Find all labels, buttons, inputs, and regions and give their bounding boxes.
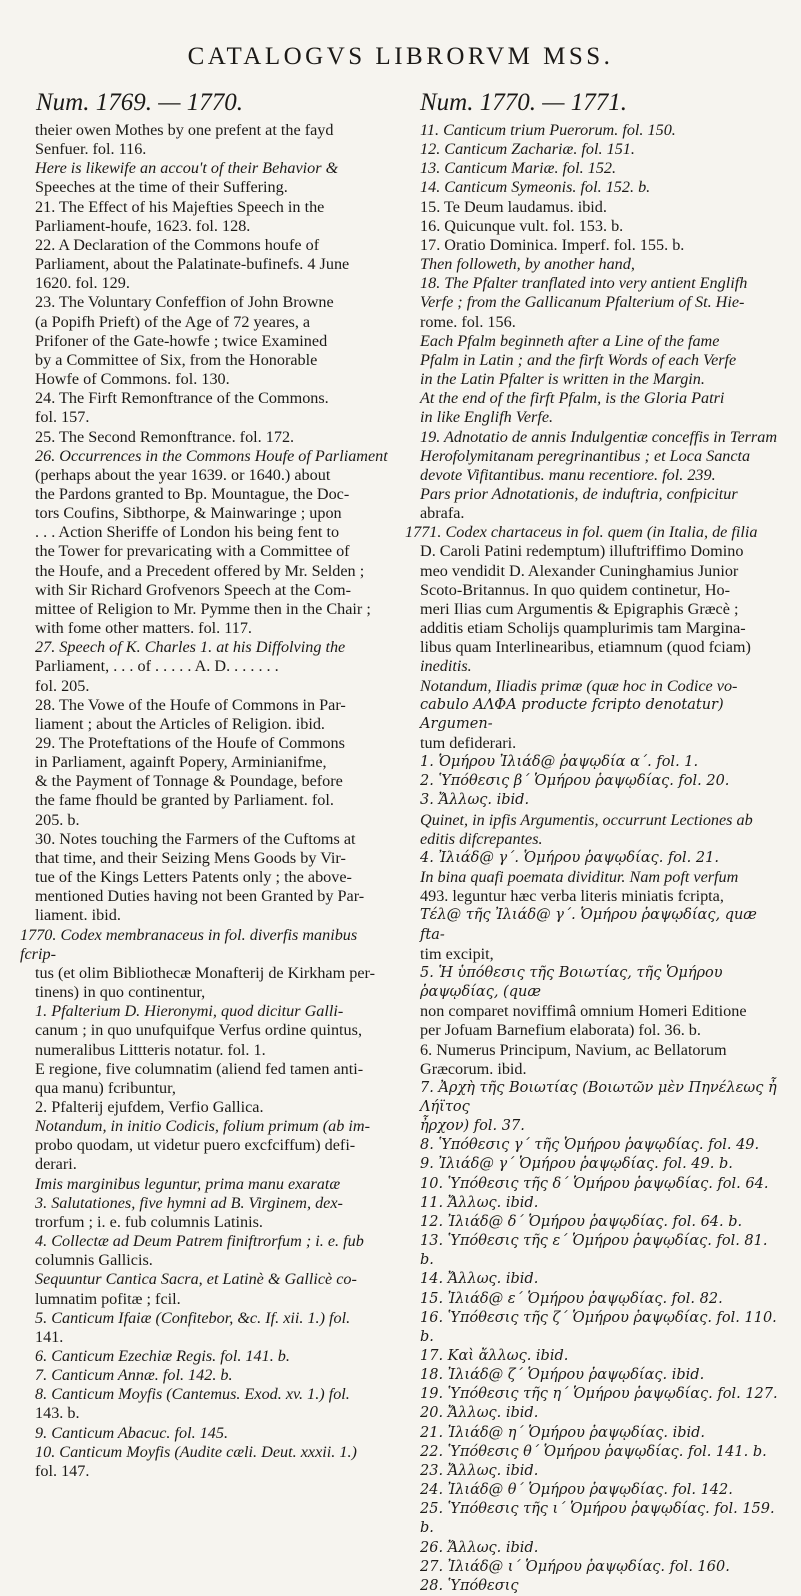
text-line: probo quodam, ut videtur puero excfciffum) defi- — [35, 1136, 356, 1155]
text-line: Prifoner of the Gate-howfe ; twice Examined — [35, 331, 328, 350]
right-column-heading: Num. 1770. — 1771. — [420, 89, 627, 116]
text-line: Notandum, in initio Codicis, folium primum (ab im- — [35, 1117, 370, 1136]
text-line: 10. Canticum Moyfis (Audite cæli. Deut. xxxii. 1.) — [35, 1442, 357, 1461]
text-line: 6. Canticum Ezechiæ Regis. fol. 141. b. — [35, 1347, 290, 1365]
text-line: 1770. Codex membranaceus in fol. diverfis manibus fcrip- — [20, 925, 358, 963]
text-line: with fome other matters. fol. 117. — [35, 619, 252, 638]
text-line: the Tower for prevaricating with a Committee of — [35, 542, 350, 561]
text-line: theier owen Mothes by one prefent at the fayd — [35, 121, 334, 139]
text-line: cabulo ΑΛΦΑ producte fcripto denotatur) Argumen- — [420, 696, 724, 732]
text-line: 9. Canticum Abacuc. fol. 145. — [35, 1423, 229, 1442]
text-line: Imis marginibus leguntur, prima manu exaratæ — [35, 1174, 341, 1193]
text-line: 1620. fol. 129. — [35, 274, 130, 293]
left-column — [20, 88, 388, 1481]
text-line: canum ; in quo unufquifque Verfus ordine quintus, — [35, 1021, 362, 1040]
text-line: 13. Ὑπόθεσις τῆς ε΄ Ὁμήρου ῥαψῳδίας. fol. 81. b. — [420, 1233, 768, 1269]
text-line: Parliament, about the Palatinate-bufinefs. 4 June — [35, 255, 350, 274]
text-line: 13. Canticum Mariæ. fol. 152. — [420, 159, 617, 178]
text-line: 4. Collectæ ad Deum Patrem finiftrorfum ; i. e. fub — [35, 1232, 364, 1251]
text-line: 12. Ἰλιάδ@ δ΄ Ὁμήρου ῥαψῳδίας. fol. 64. b. — [420, 1213, 743, 1230]
text-line: 21. Ἰλιάδ@ η΄ Ὁμήρου ῥαψῳδίας. ibid. — [420, 1424, 706, 1441]
text-line: Græcorum. ibid. — [420, 1059, 527, 1078]
text-line: 7. Ἀρχὴ τῆς Βοιωτίας (Βοιωτῶν μὲν Πηνέλεως ἦ Λήϊτος — [420, 1079, 777, 1115]
text-line: additis etiam Scholijs quamplurimis tam Margina- — [420, 619, 746, 638]
text-line: devote Vifitantibus. manu recentiore. fol. 239. — [420, 465, 716, 484]
text-line: Parliament, . . . of . . . . . A. D. . . . . . . — [35, 657, 279, 676]
text-line: 25. Ὑπόθεσις τῆς ι΄ Ὁμήρου ῥαψῳδίας. fol. 159. b. — [420, 1501, 775, 1537]
text-line: 28. The Vowe of the Houfe of Commons in Par- — [35, 695, 346, 714]
text-line: Scoto-Britannus. In quo quidem continetur, Ho- — [420, 580, 731, 599]
text-line: 6. Numerus Principum, Navium, ac Bellatorum — [420, 1040, 727, 1059]
text-line: 143. b. — [35, 1404, 80, 1423]
text-line: 19. Adnotatio de annis Indulgentiæ conceffis in Terram — [420, 427, 778, 446]
text-line: abrafa. — [420, 504, 465, 523]
text-line: 24. Ἰλιάδ@ θ΄ Ὁμήρου ῥαψῳδίας. fol. 142. — [420, 1482, 733, 1499]
text-line: meo vendidit D. Alexander Cuninghamius Junior — [420, 561, 739, 580]
text-line: 23. The Voluntary Confeffion of John Browne — [35, 293, 334, 312]
text-line: 30. Notes touching the Farmers of the Cuftoms at — [35, 829, 356, 848]
text-line: tinens) in quo continentur, — [35, 983, 206, 1002]
text-line: Τέλ@ τῆς Ἰλιάδ@ γ΄. Ὁμήρου ῥαψῳδίας, quæ fta- — [420, 907, 757, 943]
text-line: 16. Ὑπόθεσις τῆς ζ΄ Ὁμήρου ῥαψῳδίας. fol. 110. b. — [420, 1309, 777, 1345]
text-line: the Houfe, and a Precedent offered by Mr. Selden ; — [35, 561, 365, 580]
text-line: ἦρχον) fol. 37. — [420, 1118, 525, 1135]
text-line: 19. Ὑπόθεσις τῆς η΄ Ὁμήρου ῥαψῳδίας. fol. 127. — [420, 1386, 778, 1403]
text-line: the Pardons granted to Bp. Mountague, the Doc- — [35, 484, 350, 503]
text-line: 14. Ἄλλως. ibid. — [420, 1271, 539, 1288]
text-line: Here is likewife an accou't of their Behavior & — [35, 159, 339, 178]
text-line: 10. Ὑπόθεσις τῆς δ΄ Ὁμήρου ῥαψῳδίας. fol. 64. — [420, 1175, 769, 1192]
text-line: Herofolymitanam peregrinantibus ; et Loca Sancta — [420, 446, 751, 465]
text-line: that time, and their Seizing Mens Goods by Vir- — [35, 848, 346, 867]
text-line: by a Committee of Six, from the Honorable — [35, 350, 318, 369]
text-line: Senfuer. fol. 116. — [35, 140, 147, 159]
text-line: fol. 205. — [35, 676, 90, 695]
text-line: non comparet noviffimâ omnium Homeri Editione — [420, 1002, 747, 1021]
text-line: (a Popifh Prieft) of the Age of 72 yeares, a — [35, 312, 311, 331]
text-line: Then followeth, by another hand, — [420, 255, 635, 274]
text-line: editis difcrepantes. — [420, 829, 543, 848]
text-line: 26. Occurrences in the Commons Houfe of Parliament — [35, 446, 388, 465]
text-line: trorfum ; i. e. fub columnis Latinis. — [35, 1212, 263, 1231]
text-line: lumnatim pofitæ ; fcil. — [35, 1289, 181, 1308]
text-line: 27. Ἰλιάδ@ ι΄ Ὁμήρου ῥαψῳδίας. fol. 160. — [420, 1558, 730, 1575]
text-line: 14. Canticum Symeonis. fol. 152. b. — [420, 178, 651, 197]
text-line: 22. Ὑπόθεσις θ΄ Ὁμήρου ῥαψῳδίας. fol. 141. b. — [420, 1443, 767, 1460]
text-line: fol. 157. — [35, 408, 90, 427]
text-line: tus (et olim Bibliothecæ Monafterij de Kirkham per- — [35, 963, 375, 982]
text-line: 24. The Firft Remonftrance of the Commons. — [35, 389, 329, 408]
text-line: 15. Te Deum laudamus. ibid. — [420, 197, 607, 216]
text-line: D. Caroli Patini redemptum) illuftriffimo Domino — [420, 542, 744, 561]
text-line: 28. Ὑπόθεσις — [420, 1577, 519, 1594]
text-line: 1. Ὁμήρου Ἰλιάδ@ ῥαψῳδία α΄. fol. 1. — [420, 754, 699, 771]
text-line: liament. ibid. — [35, 906, 121, 925]
text-line: columnis Gallicis. — [35, 1251, 153, 1270]
text-line: 27. Speech of K. Charles 1. at his Diffolving the — [35, 638, 346, 657]
text-line: 9. Ἰλιάδ@ γ΄ Ὁμήρου ῥαψῳδίας. fol. 49. b. — [420, 1156, 733, 1173]
text-line: 5. Canticum Ifaiæ (Confitebor, &c. If. xii. 1.) fol. — [35, 1308, 351, 1327]
text-line: 1. Pfalterium D. Hieronymi, quod dicitur Galli- — [35, 1002, 344, 1021]
text-line: . . . Action Sheriffe of London his being fent to — [35, 523, 340, 542]
text-line: E regione, five columnatim (aliend fed tamen anti- — [35, 1059, 364, 1078]
text-line: 17. Oratio Dominica. Imperf. fol. 155. b. — [420, 235, 685, 254]
text-line: ineditis. — [420, 657, 472, 676]
text-line: 23. Ἄλλως. ibid. — [420, 1462, 539, 1479]
text-line: 20. Ἄλλως. ibid. — [420, 1405, 539, 1422]
text-line: in the Latin Pfalter is written in the Margin. — [420, 370, 705, 389]
text-line: tim excipit, — [420, 944, 494, 963]
text-line: Howfe of Commons. fol. 130. — [35, 370, 230, 389]
text-line: 2. Ὑπόθεσις β΄ Ὁμήρου ῥαψῳδίας. fol. 20. — [420, 773, 730, 790]
text-line: 17. Καὶ ἄλλως. ibid. — [420, 1348, 569, 1364]
text-line: the fame fhould be granted by Parliament. fol. — [35, 791, 334, 810]
text-line: 5. Ἡ ὑπόθεσις τῆς Βοιωτίας, τῆς Ὁμήρου ῥαψῳδίας, (quæ — [420, 964, 723, 1001]
text-line: & the Payment of Tonnage & Poundage, before — [35, 772, 343, 791]
text-line: per Jofuam Barnefium elaborata) fol. 36. b. — [420, 1021, 701, 1040]
left-column-lines — [20, 121, 388, 1481]
text-line: 4. Ἰλιάδ@ γ΄. Ὁμήρου ῥαψῳδίας. fol. 21. — [420, 849, 719, 866]
text-line: in Parliament, againft Popery, Arminianifme, — [35, 753, 327, 772]
text-line: Quinet, in ipfis Argumentis, occurrunt Lectiones ab — [420, 810, 753, 829]
text-line: Pars prior Adnotationis, de induftria, confpicitur — [420, 484, 738, 503]
text-line: derari. — [35, 1155, 77, 1174]
text-line: tum defiderari. — [420, 734, 517, 752]
text-line: 21. The Effect of his Majefties Speech in the — [35, 197, 325, 216]
text-line: Speeches at the time of their Suffering. — [35, 178, 288, 197]
text-line: meri Ilias cum Argumentis & Epigraphis Græcè ; — [420, 599, 739, 618]
text-line: 25. The Second Remonftrance. fol. 172. — [35, 427, 295, 446]
text-line: 18. Ἰλιάδ@ ζ΄ Ὁμήρου ῥαψῳδίας. ibid. — [420, 1367, 705, 1384]
text-line: Pfalm in Latin ; and the firft Words of each Verfe — [420, 350, 737, 369]
text-line: 3. Salutationes, five hymni ad B. Virginem, dex- — [35, 1193, 343, 1212]
right-column-lines — [405, 121, 780, 1596]
text-line: tors Coufins, Sibthorpe, & Mainwaringe ; upon — [35, 504, 342, 523]
text-line: 8. Canticum Moyfis (Cantemus. Exod. xv. 1.) fol. — [35, 1385, 350, 1404]
text-line: 8. Ὑπόθεσις γ΄ τῆς Ὁμήρου ῥαψῳδίας. fol. 49. — [420, 1137, 760, 1154]
text-line: At the end of the firft Pfalm, is the Gloria Patri — [420, 389, 725, 408]
text-line: 16. Quicunque vult. fol. 153. b. — [420, 216, 624, 235]
text-line: 141. — [35, 1327, 64, 1346]
text-line: 29. The Proteftations of the Houfe of Commons — [35, 734, 345, 752]
text-line: 493. leguntur hæc verba literis miniatis fcripta, — [420, 887, 724, 906]
text-line: tue of the Kings Letters Patents only ; the above- — [35, 868, 352, 887]
text-line: mentioned Duties having not been Granted by Par- — [35, 887, 365, 906]
text-line: rome. fol. 156. — [420, 312, 516, 331]
text-line: Each Pfalm beginneth after a Line of the fame — [420, 331, 720, 350]
text-line: in like Englifh Verfe. — [420, 408, 554, 427]
text-line: libus quam Interlinearibus, etiamnum (quod fciam) — [420, 638, 751, 657]
text-line: 22. A Declaration of the Commons houfe of — [35, 235, 320, 254]
text-line: 3. Ἄλλως. ibid. — [420, 792, 530, 809]
text-line: mittee of Religion to Mr. Pymme then in the Chair ; — [35, 599, 371, 618]
right-column — [405, 88, 780, 1596]
text-line: 12. Canticum Zachariæ. fol. 151. — [420, 140, 635, 159]
text-line: In bina quafi poemata dividitur. Nam poft verfum — [420, 868, 739, 887]
running-head: CATALOGVS LIBRORVM MSS. — [187, 43, 614, 70]
text-line: Parliament-houfe, 1623. fol. 128. — [35, 216, 251, 235]
text-line: Notandum, Iliadis primæ (quæ hoc in Codice vo- — [420, 676, 738, 695]
text-line: Verfe ; from the Gallicanum Pfalterium of St. Hie- — [420, 293, 745, 312]
text-line: 18. The Pfalter tranflated into very antient Englifh — [420, 274, 748, 293]
text-line: 26. Ἄλλως. ibid. — [420, 1539, 539, 1556]
left-column-heading: Num. 1769. — 1770. — [36, 89, 243, 116]
text-line: 205. b. — [35, 810, 80, 829]
text-line: 7. Canticum Annæ. fol. 142. b. — [35, 1366, 233, 1385]
text-line: 11. Ἄλλως. ibid. — [420, 1194, 539, 1211]
text-line: 15. Ἰλιάδ@ ε΄ Ὁμήρου ῥαψῳδίας. fol. 82. — [420, 1290, 723, 1307]
text-line: with Sir Richard Grofvenors Speech at the Com- — [35, 580, 352, 599]
text-line: qua manu) fcribuntur, — [35, 1078, 176, 1097]
text-line: (perhaps about the year 1639. or 1640.) about — [35, 465, 331, 484]
text-line: 11. Canticum trium Puerorum. fol. 150. — [420, 121, 676, 139]
text-line: Sequuntur Cantica Sacra, et Latinè & Gallicè co- — [35, 1270, 357, 1289]
text-line: 2. Pfalterij ejufdem, Verfio Gallica. — [35, 1097, 264, 1116]
text-line: fol. 147. — [35, 1461, 90, 1480]
text-line: liament ; about the Articles of Religion. ibid. — [35, 714, 325, 733]
text-line: 1771. Codex chartaceus in fol. quem (in Italia, de filia — [405, 523, 758, 542]
text-line: numeralibus Littteris notatur. fol. 1. — [35, 1040, 266, 1059]
